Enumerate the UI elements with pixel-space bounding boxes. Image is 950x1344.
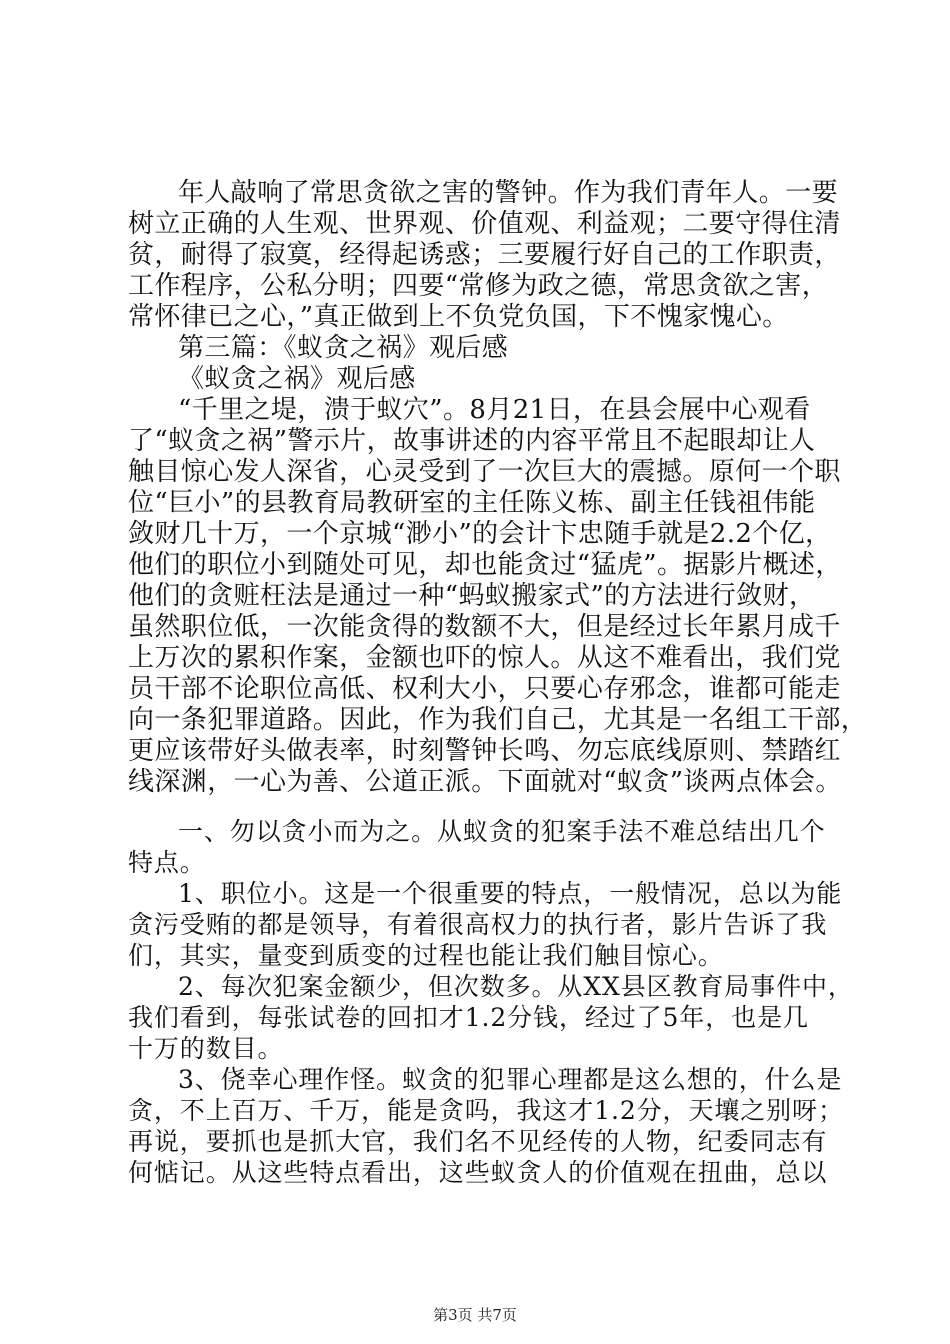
paragraph-line: 十万的数目。 [128,1034,284,1063]
paragraph-line: 了“蚁贪之祸”警示片，故事讲述的内容平常且不起眼却让人 [128,426,816,456]
paragraph-line: 我们看到，每张试卷的回扣才1.2分钱，经过了5年，也是几 [128,1003,809,1032]
paragraph-line: 再说，要抓也是抓大官，我们名不见经传的人物，纪委同志有 [128,1127,828,1156]
paragraph-line: 触目惊心发人深省，心灵受到了一次巨大的震撼。原何一个职 [128,457,841,487]
section-heading: 第三篇：《蚁贪之祸》观后感 [178,333,509,363]
paragraph-line: 更应该带好头做表率，时刻警钟长鸣、勿忘底线原则、禁踏红 [128,736,841,766]
paragraph-line: 2、每次犯案金额少，但次数多。从XX县区教育局事件中， [178,972,854,1001]
paragraph-line: 向一条犯罪道路。因此，作为我们自己，尤其是一名组工干部， [128,705,868,735]
paragraph-line: 上万次的累积作案，金额也吓的惊人。从这不难看出，我们党 [128,643,841,673]
paragraph-line: 敛财几十万，一个京城“渺小”的会计卞忠随手就是2.2个亿， [128,519,832,549]
paragraph-line: 位“巨小”的县教育局教研室的主任陈义栋、副主任钱祖伟能 [128,488,816,518]
paragraph-line: 他们的贪赃枉法是通过一种“蚂蚁搬家式”的方法进行敛财， [128,581,816,611]
paragraph-line: 何惦记。从这些特点看出，这些蚁贪人的价值观在扭曲，总以 [128,1158,828,1187]
paragraph-line: 贫，耐得了寂寞，经得起诱惑；三要履行好自己的工作职责， [128,240,841,270]
paragraph-line: 树立正确的人生观、世界观、价值观、利益观；二要守得住清 [128,209,841,239]
paragraph-line: 1、职位小。这是一个很重要的特点，一般情况，总以为能 [178,879,843,908]
paragraph-line: 虽然职位低，一次能贪得的数额不大，但是经过长年累月成千 [128,612,841,642]
paragraph-line: 他们的职位小到随处可见，却也能贪过“猛虎”。据影片概述， [128,550,842,580]
paragraph-line: 员干部不论职位高低、权利大小，只要心存邪念，谁都可能走 [128,674,841,704]
paragraph-line: 贪污受贿的都是领导，有着很高权力的执行者，影片告诉了我 [128,910,828,939]
paragraph-line: 工作程序，公私分明；四要“常修为政之德，常思贪欲之害， [128,271,829,301]
page-footer: 第3页 共7页 [433,1306,517,1324]
article-title: 《蚁贪之祸》观后感 [178,364,416,394]
paragraph-line: 常怀律已之心，”真正做到上不负党负国，下不愧家愧心。 [128,302,789,332]
paragraph-line: 特点。 [128,848,206,877]
paragraph-line: 一、勿以贪小而为之。从蚁贪的犯案手法不难总结出几个 [178,817,826,846]
paragraph-line: 贪，不上百万、千万，能是贪吗，我这才1.2分，天壤之别呀； [128,1096,844,1125]
paragraph-line: 3、侥幸心理作怪。蚁贪的犯罪心理都是这么想的，什么是 [178,1065,843,1094]
paragraph-line: 年人敲响了常思贪欲之害的警钟。作为我们青年人。一要 [178,178,839,208]
paragraph-line: 们，其实，量变到质变的过程也能让我们触目惊心。 [128,941,724,970]
paragraph-line: “千里之堤，溃于蚁穴”。8月21日，在县会展中心观看 [178,395,811,425]
paragraph-line: 线深渊，一心为善、公道正派。下面就对“蚁贪”谈两点体会。 [128,767,842,797]
